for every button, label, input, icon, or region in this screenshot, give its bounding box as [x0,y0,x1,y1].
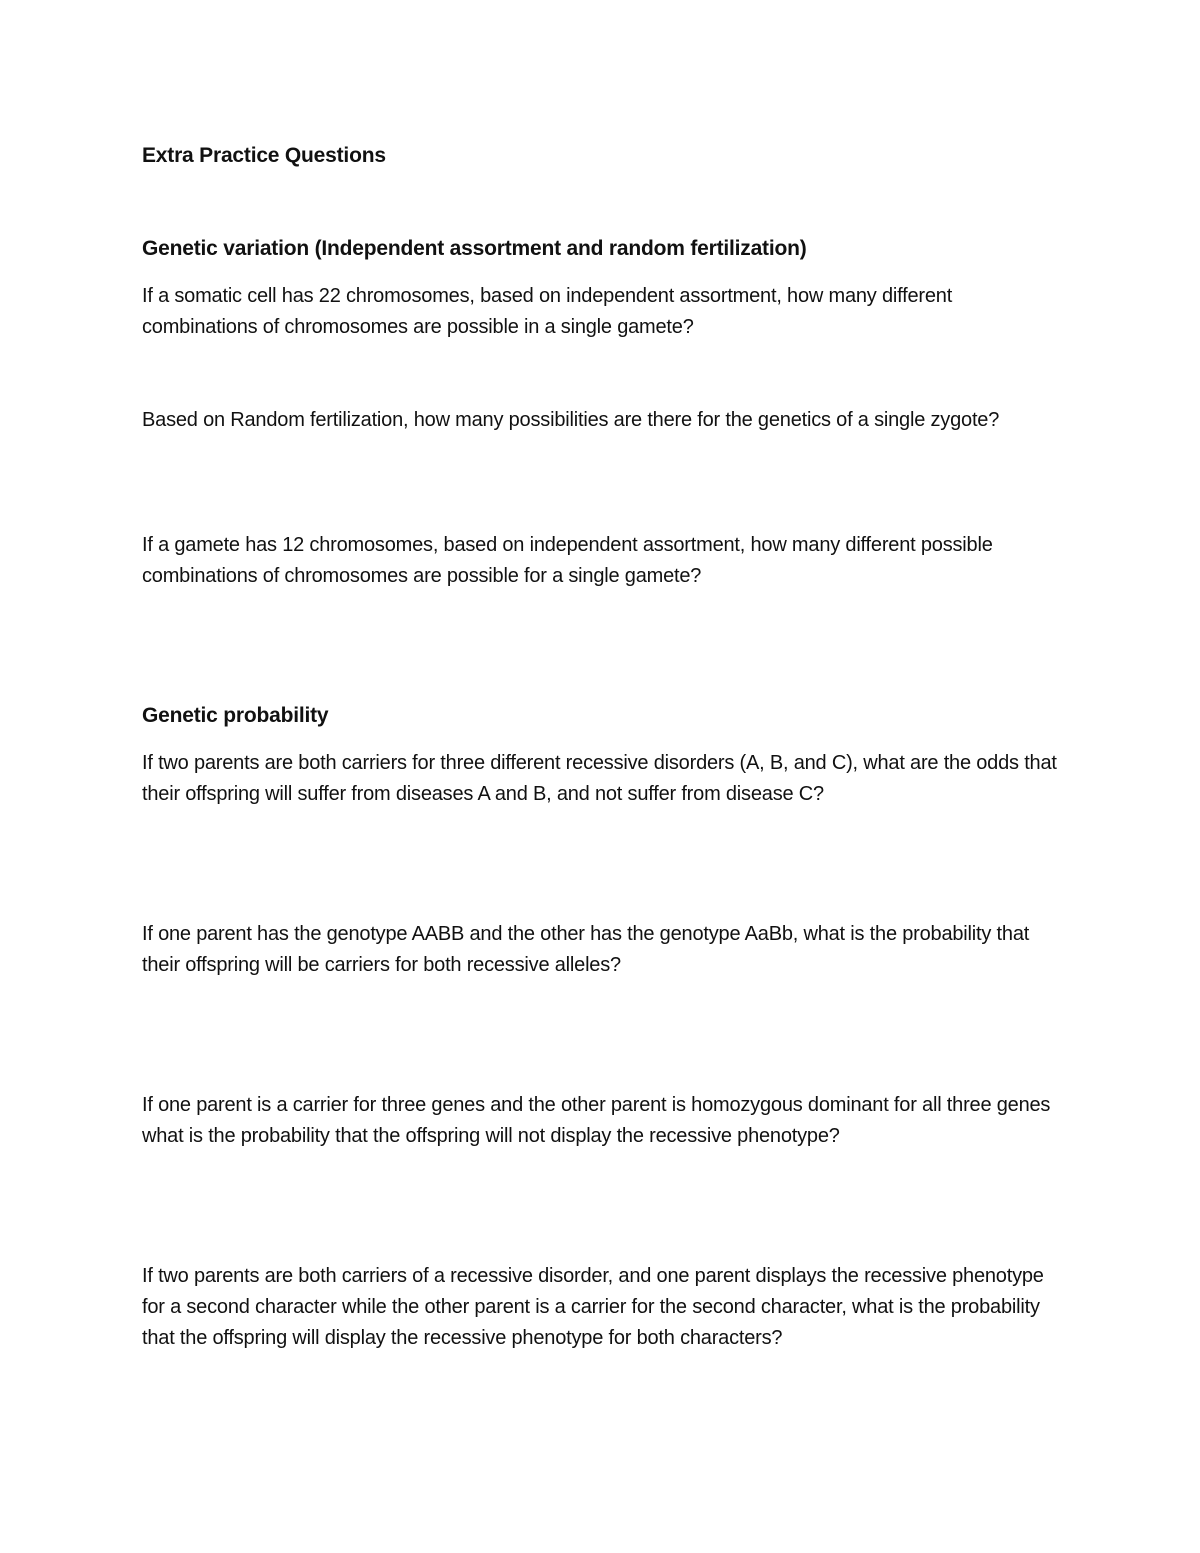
question-independent-assortment-somatic: If a somatic cell has 22 chromosomes, based on independent assortment, how many different combinations of chromosomes are possible in a single gamete? [142,285,953,338]
document-title: Extra Practice Questions [142,144,386,167]
question-aabb-aabb-carriers: If one parent has the genotype AABB and the other has the genotype AaBb, what is the probability that their offspring will be carriers for both recessive alleles? [142,923,1030,976]
question-three-genes-dominant: If one parent is a carrier for three genes and the other parent is homozygous dominant for all three genes what is the probability that the offspring will not display the recessive phenotype? [142,1094,1051,1147]
question-random-fertilization: Based on Random fertilization, how many possibilities are there for the genetics of a single zygote? [142,409,1000,431]
question-independent-assortment-gamete: If a gamete has 12 chromosomes, based on independent assortment, how many different possible combinations of chromosomes are possible for a single gamete? [142,534,993,587]
question-three-recessive-disorders: If two parents are both carriers for three different recessive disorders (A, B, and C), what are the odds that their offspring will suffer from diseases A and B, and not suffer from disease C? [142,752,1057,805]
section-heading-genetic-variation: Genetic variation (Independent assortment and random fertilization) [142,237,807,260]
section-heading-genetic-probability: Genetic probability [142,704,329,727]
question-two-characters: If two parents are both carriers of a recessive disorder, and one parent displays the recessive phenotype for a second character while the other parent is a carrier for the second character, what is the probability that the offspring will display the recessive phenotype for both characters? [142,1265,1044,1349]
